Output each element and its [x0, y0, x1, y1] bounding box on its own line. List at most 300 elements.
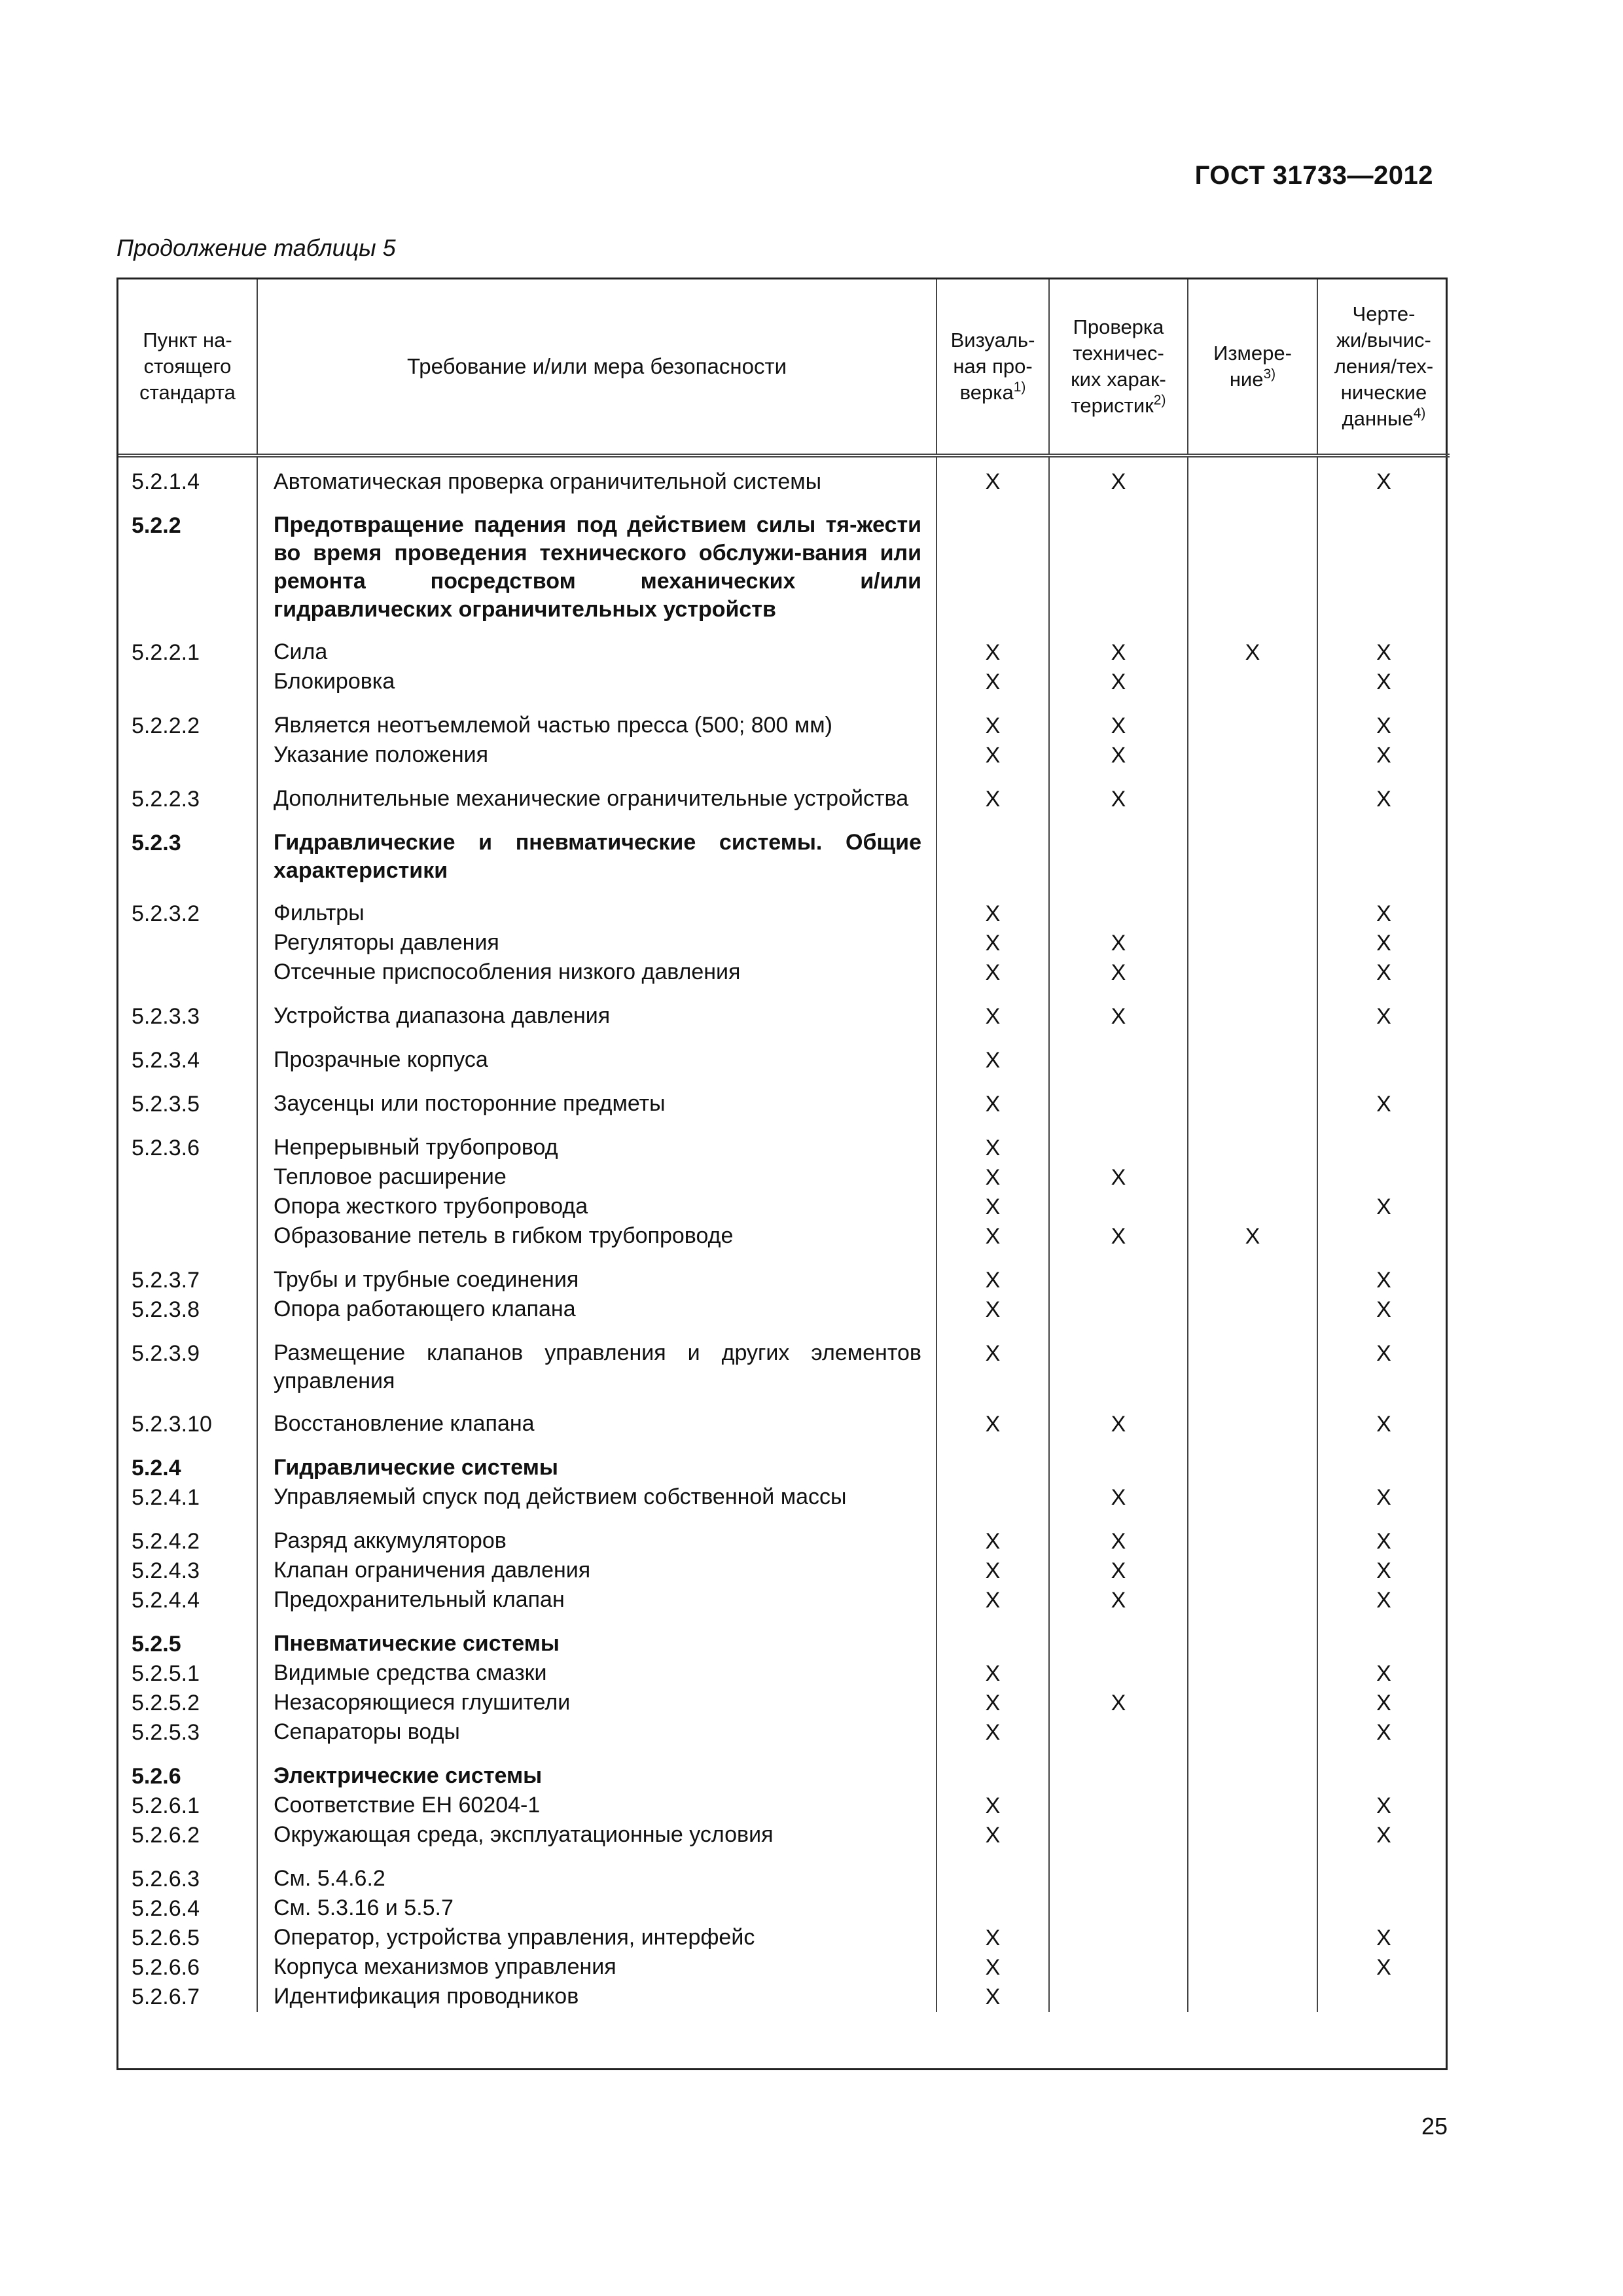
measurement-cell: X: [1188, 638, 1317, 668]
spacer-cell: [936, 814, 1049, 829]
table-header-row: [118, 279, 1450, 456]
spacer-cell: [1188, 770, 1317, 785]
spacer-cell: [118, 1075, 257, 1090]
item-number-cell: 5.2.6.6: [132, 1955, 200, 1980]
visual-check-cell: [936, 1454, 1049, 1483]
requirement-cell: Видимые средства смазки: [257, 1659, 936, 1689]
spacer-cell: [936, 770, 1049, 785]
row-spacer: [118, 814, 1450, 829]
measurement-cell: [1188, 1193, 1317, 1222]
drawings-data-cell: X: [1317, 711, 1450, 741]
requirement-cell: Трубы и трубные соединения: [257, 1266, 936, 1295]
spacer-cell: [936, 624, 1049, 638]
spacer-cell: [1317, 1325, 1450, 1339]
measurement-cell: [1188, 1865, 1317, 1894]
measurement-cell: [1188, 668, 1317, 697]
technical-check-cell: X: [1049, 1222, 1188, 1251]
requirement-cell: Образование петель в гибком трубопроводе: [257, 1222, 936, 1251]
item-number-cell: 5.2.6.1: [132, 1793, 200, 1818]
requirement-cell: Блокировка: [257, 668, 936, 697]
spacer-cell: [1049, 814, 1188, 829]
item-number-cell: 5.2.3.6: [132, 1136, 200, 1160]
spacer-cell: [257, 1325, 936, 1339]
requirement-cell: Опора жесткого трубопровода: [257, 1193, 936, 1222]
item-number-cell: 5.2.6.7: [132, 1984, 200, 2009]
measurement-cell: [1188, 1002, 1317, 1031]
drawings-data-cell: [1317, 1894, 1450, 1924]
technical-check-cell: X: [1049, 785, 1188, 814]
measurement-cell: X: [1188, 1222, 1317, 1251]
spacer-cell: [257, 814, 936, 829]
measurement-cell: [1188, 1924, 1317, 1953]
table-row: [118, 899, 1450, 929]
technical-check-cell: X: [1049, 1689, 1188, 1718]
visual-check-cell: X: [936, 1339, 1049, 1395]
drawings-data-cell: X: [1317, 899, 1450, 929]
table-row: [118, 1689, 1450, 1718]
spacer-cell: [1317, 697, 1450, 711]
visual-check-cell: X: [936, 1953, 1049, 1982]
drawings-data-cell: [1317, 829, 1450, 885]
item-number-cell: 5.2.6.5: [132, 1926, 200, 1950]
measurement-cell: [1188, 1586, 1317, 1615]
technical-check-cell: [1049, 1953, 1188, 1982]
visual-check-cell: X: [936, 785, 1049, 814]
spacer-cell: [1188, 1850, 1317, 1865]
drawings-data-cell: [1317, 1630, 1450, 1659]
technical-check-cell: X: [1049, 668, 1188, 697]
spacer-cell: [118, 988, 257, 1002]
visual-check-cell: X: [936, 1556, 1049, 1586]
measurement-cell: [1188, 1630, 1317, 1659]
technical-check-cell: [1049, 1295, 1188, 1325]
spacer-cell: [1317, 1513, 1450, 1527]
drawings-data-cell: X: [1317, 1586, 1450, 1615]
row-spacer: [118, 624, 1450, 638]
spacer-cell: [118, 1119, 257, 1134]
item-number-cell: 5.2.5: [132, 1632, 181, 1657]
drawings-data-cell: [1317, 1454, 1450, 1483]
item-number-cell: 5.2.2.1: [132, 640, 200, 665]
row-spacer: [118, 1119, 1450, 1134]
spacer-cell: [257, 624, 936, 638]
measurement-cell: [1188, 1791, 1317, 1821]
requirement-cell: См. 5.3.16 и 5.5.7: [257, 1894, 936, 1924]
drawings-data-cell: X: [1317, 929, 1450, 958]
requirement-cell: Гидравлические и пневматические системы. Общие характеристики: [257, 829, 936, 885]
spacer-cell: [1188, 697, 1317, 711]
measurement-cell: [1188, 741, 1317, 770]
drawings-data-cell: [1317, 511, 1450, 624]
table-body: [118, 456, 1450, 2012]
visual-check-cell: X: [936, 668, 1049, 697]
table-row: [118, 1586, 1450, 1615]
spacer-cell: [118, 1513, 257, 1527]
requirement-cell: Идентификация проводников: [257, 1982, 936, 2012]
table-row: [118, 638, 1450, 668]
spacer-cell: [1188, 497, 1317, 511]
spacer-cell: [1049, 885, 1188, 899]
requirement-cell: Регуляторы давления: [257, 929, 936, 958]
technical-check-cell: [1049, 1090, 1188, 1119]
item-number-cell: 5.2.3.9: [132, 1341, 200, 1366]
technical-check-cell: X: [1049, 1586, 1188, 1615]
spacer-cell: [1049, 497, 1188, 511]
technical-check-cell: [1049, 829, 1188, 885]
item-number-cell: 5.2.3.2: [132, 901, 200, 926]
drawings-data-cell: [1317, 1163, 1450, 1193]
item-number-cell: 5.2.3.4: [132, 1048, 200, 1073]
drawings-data-cell: X: [1317, 456, 1450, 497]
row-spacer: [118, 770, 1450, 785]
visual-check-cell: X: [936, 1821, 1049, 1850]
visual-check-cell: [936, 829, 1049, 885]
spacer-cell: [936, 1850, 1049, 1865]
item-number-cell: 5.2.4: [132, 1456, 181, 1480]
spacer-cell: [1317, 1075, 1450, 1090]
spacer-cell: [118, 624, 257, 638]
requirement-cell: Указание положения: [257, 741, 936, 770]
spacer-cell: [118, 497, 257, 511]
spacer-cell: [118, 1031, 257, 1046]
spacer-cell: [1188, 1395, 1317, 1410]
item-number-cell: [118, 958, 257, 988]
requirement-cell: Пневматические системы: [257, 1630, 936, 1659]
item-number-cell: 5.2.2.2: [132, 713, 200, 738]
spacer-cell: [936, 1119, 1049, 1134]
spacer-cell: [1188, 1119, 1317, 1134]
requirement-cell: Заусенцы или посторонние предметы: [257, 1090, 936, 1119]
technical-check-cell: X: [1049, 1410, 1188, 1439]
requirement-cell: Гидравлические системы: [257, 1454, 936, 1483]
visual-check-cell: [936, 511, 1049, 624]
item-number-cell: 5.2.6: [132, 1764, 181, 1789]
spacer-cell: [1049, 1325, 1188, 1339]
visual-check-cell: X: [936, 1222, 1049, 1251]
measurement-cell: [1188, 785, 1317, 814]
row-spacer: [118, 1395, 1450, 1410]
drawings-data-cell: X: [1317, 1410, 1450, 1439]
spacer-cell: [1188, 1615, 1317, 1630]
technical-check-cell: [1049, 1454, 1188, 1483]
drawings-data-cell: X: [1317, 1266, 1450, 1295]
drawings-data-cell: [1317, 1222, 1450, 1251]
spacer-cell: [118, 885, 257, 899]
visual-check-cell: X: [936, 1134, 1049, 1163]
spacer-cell: [1049, 697, 1188, 711]
item-number-cell: 5.2.3.10: [132, 1412, 212, 1437]
spacer-cell: [1188, 988, 1317, 1002]
requirement-cell: Управляемый спуск под действием собственной массы: [257, 1483, 936, 1513]
table-row: [118, 1454, 1450, 1483]
technical-check-cell: X: [1049, 1163, 1188, 1193]
requirement-cell: Устройства диапазона давления: [257, 1002, 936, 1031]
measurement-cell: [1188, 1659, 1317, 1689]
technical-check-cell: [1049, 1630, 1188, 1659]
row-spacer: [118, 697, 1450, 711]
drawings-data-cell: [1317, 1046, 1450, 1075]
requirement-cell: Электрические системы: [257, 1762, 936, 1791]
table-row: [118, 829, 1450, 885]
technical-check-cell: [1049, 1339, 1188, 1395]
table-row: [118, 1222, 1450, 1251]
measurement-cell: [1188, 1718, 1317, 1748]
visual-check-cell: X: [936, 1002, 1049, 1031]
item-number-cell: 5.2.4.4: [132, 1588, 200, 1613]
drawings-data-cell: X: [1317, 668, 1450, 697]
item-number-cell: [118, 741, 257, 770]
spacer-cell: [1049, 1251, 1188, 1266]
spacer-cell: [1188, 1748, 1317, 1762]
visual-check-cell: X: [936, 1193, 1049, 1222]
row-spacer: [118, 1615, 1450, 1630]
spacer-cell: [257, 1031, 936, 1046]
visual-check-cell: X: [936, 1718, 1049, 1748]
technical-check-cell: [1049, 1894, 1188, 1924]
measurement-cell: [1188, 1982, 1317, 2012]
spacer-cell: [1049, 624, 1188, 638]
technical-check-cell: X: [1049, 1002, 1188, 1031]
technical-check-cell: [1049, 1762, 1188, 1791]
spacer-cell: [118, 1615, 257, 1630]
spacer-cell: [257, 497, 936, 511]
spacer-cell: [1049, 1031, 1188, 1046]
drawings-data-cell: X: [1317, 1483, 1450, 1513]
item-number-cell: 5.2.2: [132, 513, 181, 538]
visual-check-cell: X: [936, 1982, 1049, 2012]
item-number-cell: 5.2.1.4: [132, 469, 200, 494]
spacer-cell: [1317, 624, 1450, 638]
drawings-data-cell: X: [1317, 741, 1450, 770]
requirement-cell: Прозрачные корпуса: [257, 1046, 936, 1075]
drawings-data-cell: X: [1317, 1002, 1450, 1031]
spacer-cell: [257, 1251, 936, 1266]
technical-check-cell: [1049, 1718, 1188, 1748]
table-row: [118, 1193, 1450, 1222]
visual-check-cell: X: [936, 1924, 1049, 1953]
measurement-cell: [1188, 1454, 1317, 1483]
table-caption: Продолжение таблицы 5: [116, 234, 396, 261]
spacer-cell: [257, 1075, 936, 1090]
visual-check-cell: X: [936, 1586, 1049, 1615]
measurement-cell: [1188, 1090, 1317, 1119]
measurement-cell: [1188, 1266, 1317, 1295]
item-number-cell: 5.2.6.3: [132, 1867, 200, 1892]
spacer-cell: [936, 1325, 1049, 1339]
visual-check-cell: X: [936, 741, 1049, 770]
item-number-cell: [118, 668, 257, 697]
row-spacer: [118, 988, 1450, 1002]
technical-check-cell: [1049, 1193, 1188, 1222]
technical-check-cell: [1049, 1924, 1188, 1953]
spacer-cell: [257, 1748, 936, 1762]
row-spacer: [118, 1513, 1450, 1527]
item-number-cell: 5.2.4.2: [132, 1529, 200, 1554]
measurement-cell: [1188, 1339, 1317, 1395]
table-row: [118, 456, 1450, 497]
spacer-cell: [1049, 1513, 1188, 1527]
requirement-cell: Размещение клапанов управления и других элементов управления: [257, 1339, 936, 1395]
requirement-cell: Окружающая среда, эксплуатационные условия: [257, 1821, 936, 1850]
table-row: [118, 1163, 1450, 1193]
measurement-cell: [1188, 1689, 1317, 1718]
measurement-cell: [1188, 1046, 1317, 1075]
technical-check-cell: X: [1049, 1527, 1188, 1556]
measurement-cell: [1188, 1483, 1317, 1513]
drawings-data-cell: [1317, 1982, 1450, 2012]
technical-check-cell: X: [1049, 1483, 1188, 1513]
spacer-cell: [1049, 1395, 1188, 1410]
drawings-data-cell: X: [1317, 958, 1450, 988]
requirement-cell: Автоматическая проверка ограничительной системы: [257, 456, 936, 497]
drawings-data-cell: X: [1317, 1295, 1450, 1325]
requirement-cell: См. 5.4.6.2: [257, 1865, 936, 1894]
visual-check-cell: X: [936, 1689, 1049, 1718]
item-number-cell: [118, 1193, 257, 1222]
table-row: [118, 1046, 1450, 1075]
spacer-cell: [1188, 1075, 1317, 1090]
item-number-cell: 5.2.3: [132, 831, 181, 855]
drawings-data-cell: X: [1317, 638, 1450, 668]
item-number-cell: 5.2.4.1: [132, 1485, 200, 1510]
spacer-cell: [257, 1615, 936, 1630]
item-number-cell: 5.2.6.4: [132, 1896, 200, 1921]
drawings-data-cell: X: [1317, 1924, 1450, 1953]
measurement-cell: [1188, 1527, 1317, 1556]
table-row: [118, 1894, 1450, 1924]
visual-check-cell: [936, 1865, 1049, 1894]
measurement-cell: [1188, 711, 1317, 741]
requirement-cell: Разряд аккумуляторов: [257, 1527, 936, 1556]
technical-check-cell: [1049, 1659, 1188, 1689]
visual-check-cell: X: [936, 958, 1049, 988]
spacer-cell: [936, 1075, 1049, 1090]
spacer-cell: [118, 1850, 257, 1865]
visual-check-cell: X: [936, 1046, 1049, 1075]
measurement-cell: [1188, 1410, 1317, 1439]
table-row: [118, 1134, 1450, 1163]
row-spacer: [118, 1439, 1450, 1454]
visual-check-cell: X: [936, 1295, 1049, 1325]
spacer-cell: [936, 988, 1049, 1002]
item-number-cell: 5.2.3.5: [132, 1092, 200, 1117]
technical-check-cell: [1049, 1134, 1188, 1163]
table-row: [118, 668, 1450, 697]
requirement-cell: Корпуса механизмов управления: [257, 1953, 936, 1982]
measurement-cell: [1188, 1556, 1317, 1586]
drawings-data-cell: X: [1317, 1689, 1450, 1718]
spacer-cell: [1188, 814, 1317, 829]
requirement-cell: Фильтры: [257, 899, 936, 929]
visual-check-cell: X: [936, 899, 1049, 929]
page-number: 25: [1421, 2113, 1448, 2140]
spacer-cell: [1188, 1031, 1317, 1046]
table-row: [118, 1410, 1450, 1439]
drawings-data-cell: X: [1317, 1556, 1450, 1586]
requirement-cell: Восстановление клапана: [257, 1410, 936, 1439]
measurement-cell: [1188, 929, 1317, 958]
technical-check-cell: X: [1049, 711, 1188, 741]
spacer-cell: [257, 697, 936, 711]
table-row: [118, 1295, 1450, 1325]
technical-check-cell: [1049, 1046, 1188, 1075]
item-number-cell: 5.2.6.2: [132, 1823, 200, 1848]
header-visual-check: Визуаль- ная про- верка$^{1)}$: [936, 279, 1049, 456]
requirement-cell: Предотвращение падения под действием силы тя-жести во время проведения технического обслужи-вания или ремонта посредством механических и/или гидравлических ограничительных устройств: [257, 511, 936, 624]
table-row: [118, 785, 1450, 814]
row-spacer: [118, 1748, 1450, 1762]
header-measurement: Измере- ние$^{3)}$: [1188, 279, 1317, 456]
item-number-cell: 5.2.4.3: [132, 1558, 200, 1583]
spacer-cell: [936, 1395, 1049, 1410]
item-number-cell: 5.2.5.3: [132, 1720, 200, 1745]
header-requirement: Требование и/или мера безопасности: [257, 279, 936, 456]
spacer-cell: [936, 1439, 1049, 1454]
item-number-cell: [118, 1163, 257, 1193]
spacer-cell: [118, 770, 257, 785]
item-number-cell: 5.2.3.7: [132, 1268, 200, 1293]
spacer-cell: [118, 1395, 257, 1410]
item-number-cell: [118, 1222, 257, 1251]
table-row: [118, 1630, 1450, 1659]
row-spacer: [118, 497, 1450, 511]
requirement-cell: Опора работающего клапана: [257, 1295, 936, 1325]
visual-check-cell: X: [936, 1090, 1049, 1119]
requirement-cell: Непрерывный трубопровод: [257, 1134, 936, 1163]
visual-check-cell: X: [936, 1791, 1049, 1821]
drawings-data-cell: X: [1317, 1953, 1450, 1982]
drawings-data-cell: [1317, 1134, 1450, 1163]
drawings-data-cell: [1317, 1762, 1450, 1791]
spacer-cell: [1317, 497, 1450, 511]
measurement-cell: [1188, 829, 1317, 885]
requirement-cell: Дополнительные механические ограничительные устройства: [257, 785, 936, 814]
table-row: [118, 1090, 1450, 1119]
item-number-cell: 5.2.5.1: [132, 1661, 200, 1686]
spacer-cell: [1317, 1439, 1450, 1454]
visual-check-cell: X: [936, 1527, 1049, 1556]
visual-check-cell: [936, 1483, 1049, 1513]
measurement-cell: [1188, 1163, 1317, 1193]
visual-check-cell: [936, 1630, 1049, 1659]
spacer-cell: [936, 1031, 1049, 1046]
spacer-cell: [118, 1439, 257, 1454]
technical-check-cell: X: [1049, 1556, 1188, 1586]
spacer-cell: [257, 988, 936, 1002]
requirement-cell: Предохранительный клапан: [257, 1586, 936, 1615]
table-row: [118, 711, 1450, 741]
spacer-cell: [936, 885, 1049, 899]
requirement-cell: Тепловое расширение: [257, 1163, 936, 1193]
spacer-cell: [1317, 1615, 1450, 1630]
measurement-cell: [1188, 899, 1317, 929]
measurement-cell: [1188, 1953, 1317, 1982]
document-code: ГОСТ 31733—2012: [1194, 161, 1433, 190]
technical-check-cell: [1049, 1865, 1188, 1894]
spacer-cell: [936, 1748, 1049, 1762]
visual-check-cell: [936, 1762, 1049, 1791]
table-row: [118, 958, 1450, 988]
spacer-cell: [1317, 1031, 1450, 1046]
requirements-table: [116, 278, 1448, 2070]
spacer-cell: [936, 697, 1049, 711]
requirement-cell: Сила: [257, 638, 936, 668]
drawings-data-cell: X: [1317, 1527, 1450, 1556]
header-item-number: Пункт на- стоящего стандарта: [118, 279, 257, 456]
spacer-cell: [1317, 885, 1450, 899]
measurement-cell: [1188, 1295, 1317, 1325]
table-row: [118, 1762, 1450, 1791]
